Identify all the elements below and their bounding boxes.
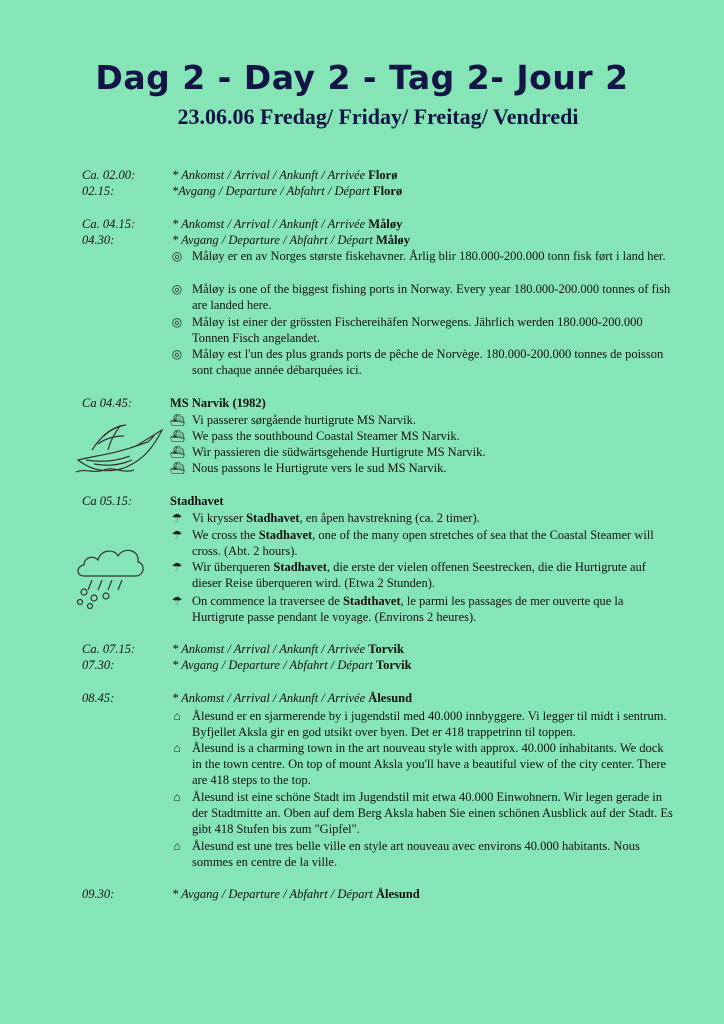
florø-departure-line: *Avgang / Departure / Abfahrt / Départ Florø (172, 184, 403, 198)
ålesund-arrival-line: * Ankomst / Arrival / Ankunft / Arrivée Ålesund (172, 691, 413, 705)
town-bullet-icon: ⌂ (173, 741, 181, 755)
time-ålesund-arrival: 08.45: (82, 691, 115, 705)
ship-bullet-icon: ⛴ (170, 429, 186, 443)
time-stadhavet: Ca 05.15: (82, 494, 132, 508)
måløy-bullet: Måløy is one of the biggest fishing ports in Norway. Every year 180.000-200.000 tonnes of fish are landed here. (192, 282, 671, 313)
torvik-departure-line: * Avgang / Departure / Abfahrt / Départ Torvik (172, 658, 412, 672)
target-bullet-icon: ◎ (171, 315, 183, 329)
umbrella-bullet-icon: ☂ (171, 594, 183, 608)
florø-arrival-line: * Ankomst / Arrival / Ankunft / Arrivée Florø (172, 168, 398, 182)
umbrella-bullet-icon: ☂ (171, 511, 183, 525)
town-bullet-icon: ⌂ (173, 709, 181, 723)
ålesund-bullet: Ålesund est une tres belle ville en style art nouveau avec environs 40.000 habitants. Nous sommes en centre de la ville. (192, 839, 640, 870)
stadhavet-bullet: On commence la traversee de Stadthavet, le parmi les passages de mer ouverte que la Hurtigrute passe pendant le voyage. (Environs 2 heures). (192, 594, 624, 625)
måløy-bullet: Måløy er en av Norges største fiskehavner. Årlig blir 180.000-200.000 tonn fisk ført i land her. (192, 249, 666, 263)
target-bullet-icon: ◎ (171, 282, 183, 296)
time-torvik-arrival: Ca. 07.15: (82, 642, 136, 656)
time-florø-departure: 02.15: (82, 184, 115, 198)
ship-bullet-icon: ⛴ (170, 413, 186, 427)
narvik-heading: MS Narvik (1982) (170, 396, 266, 410)
page-title: Dag 2 - Day 2 - Tag 2- Jour 2 (95, 58, 629, 97)
ålesund-bullet: Ålesund ist eine schöne Stadt im Jugendstil mit etwa 40.000 Einwohnern. Wir legen gerade in der Stadtmitte an. Oben auf dem Berg Aksla haben Sie einen schönen Ausblick auf der Stadt. Es gibt 418 Stufen bis zum "Gipfel". (192, 790, 673, 837)
target-bullet-icon: ◎ (171, 249, 183, 263)
narvik-bullet: Nous passons le Hurtigrute vers le sud MS Narvik. (192, 461, 447, 475)
time-måløy-arrival: Ca. 04.15: (82, 217, 136, 231)
stadhavet-bullet: We cross the Stadhavet, one of the many open stretches of sea that the Coastal Steamer will cross. (Abt. 2 hours). (192, 528, 654, 559)
time-torvik-departure: 07.30: (82, 658, 115, 672)
narvik-bullet: Wir passieren die südwärtsgehende Hurtigrute MS Narvik. (192, 445, 486, 459)
ship-icon (74, 416, 166, 478)
time-måløy-departure: 04.30: (82, 233, 115, 247)
narvik-bullet: We pass the southbound Coastal Steamer MS Narvik. (192, 429, 460, 443)
ålesund-departure-line: * Avgang / Departure / Abfahrt / Départ Ålesund (172, 887, 420, 901)
time-ålesund-departure: 09.30: (82, 887, 115, 901)
target-bullet-icon: ◎ (171, 347, 183, 361)
time-narvik: Ca 04.45: (82, 396, 132, 410)
narvik-bullet: Vi passerer sørgående hurtigrute MS Narvik. (192, 413, 416, 427)
måløy-departure-line: * Avgang / Departure / Abfahrt / Départ Måløy (172, 233, 410, 247)
ålesund-bullet: Ålesund is a charming town in the art nouveau style with approx. 40.000 inhabitants. We dock in the town centre. On top of mount Aksla you'll have a beautiful view of the city center. There are 418 steps to the top. (192, 741, 667, 788)
town-bullet-icon: ⌂ (173, 839, 181, 853)
ship-bullet-icon: ⛴ (170, 445, 186, 459)
town-bullet-icon: ⌂ (173, 790, 181, 804)
storm-cloud-icon (72, 540, 148, 610)
umbrella-bullet-icon: ☂ (171, 528, 183, 542)
måløy-bullet: Måløy ist einer der grössten Fischereihäfen Norwegens. Jährlich werden 180.000-200.000 Tonnen Fisch angelandet. (192, 315, 643, 346)
stadhavet-heading: Stadhavet (170, 494, 224, 508)
måløy-arrival-line: * Ankomst / Arrival / Ankunft / Arrivée Måløy (172, 217, 403, 231)
måløy-bullet: Måløy est l'un des plus grands ports de pêche de Norvège. 180.000-200.000 tonnes de poisson sont chaque année débarquées ici. (192, 347, 664, 378)
umbrella-bullet-icon: ☂ (171, 560, 183, 574)
ålesund-bullet: Ålesund er en sjarmerende by i jugendstil med 40.000 innbyggere. Vi legger til midt i sentrum. Byfjellet Aksla gir en god utsikt over byen. Det er 418 trappetrinn til toppen. (192, 709, 667, 740)
stadhavet-bullet: Wir überqueren Stadhavet, die erste der vielen offenen Seestrecken, die die Hurtigrute auf dieser Reise überqueren wird. (Etwa 2 Stunden). (192, 560, 646, 591)
ship-bullet-icon: ⛴ (170, 461, 186, 475)
torvik-arrival-line: * Ankomst / Arrival / Ankunft / Arrivée Torvik (172, 642, 404, 656)
time-florø-arrival: Ca. 02.00: (82, 168, 136, 182)
page-subtitle: 23.06.06 Fredag/ Friday/ Freitag/ Vendredi (177, 104, 579, 129)
stadhavet-bullet: Vi krysser Stadhavet, en åpen havstrekning (ca. 2 timer). (192, 511, 480, 525)
